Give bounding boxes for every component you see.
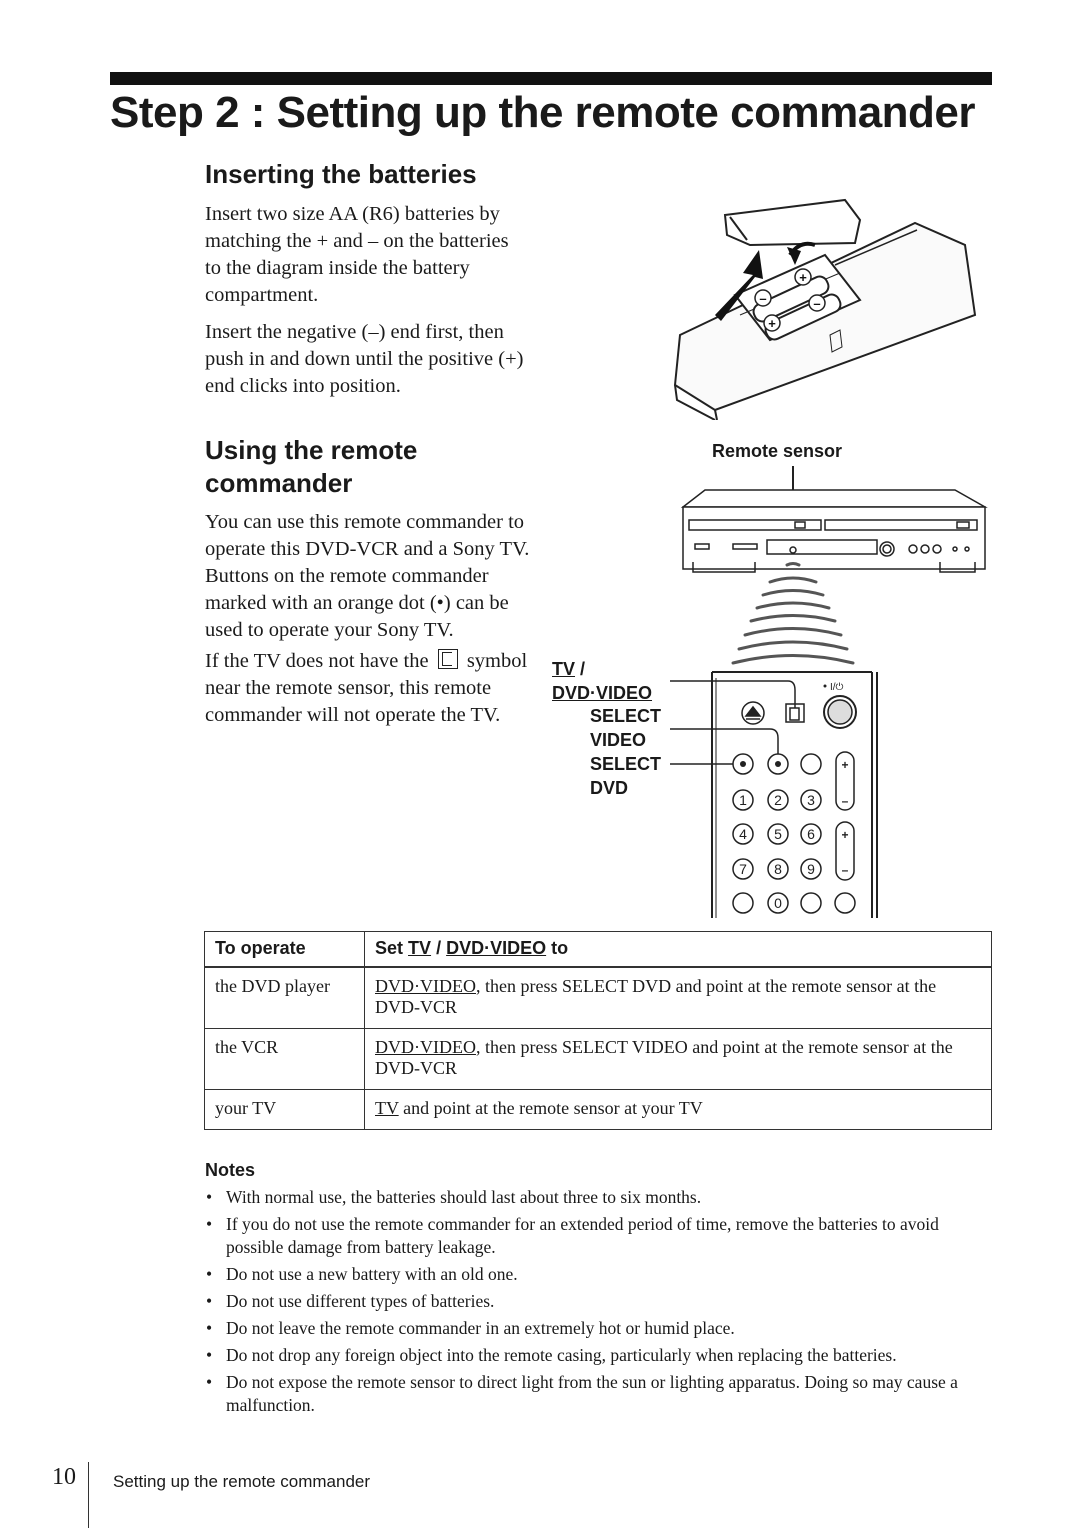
- row-action-rest: and point at the remote sensor at your TV: [398, 1098, 703, 1118]
- header-set: [365, 932, 992, 968]
- svg-text:+: +: [768, 316, 776, 331]
- push-arrow-icon: [787, 247, 801, 265]
- note-item: • With normal use, the batteries should last about three to six months.: [204, 1186, 996, 1209]
- note-item: • Do not expose the remote sensor to direct light from the sun or lighting apparatus. Doing so may cause a malfunction.: [204, 1371, 996, 1417]
- tv-dvd-video-label: [552, 657, 652, 705]
- remote-sensor-label: Remote sensor: [712, 441, 843, 461]
- using-para-2b: symbol near the remote sensor, this remote commander will not operate the TV.: [205, 650, 528, 726]
- operation-table: [204, 931, 992, 1130]
- note-item: • If you do not use the remote commander for an extended period of time, remove the batteries to avoid possible damage from battery leakage.: [204, 1213, 996, 1259]
- tv-label: TV: [552, 659, 576, 679]
- digit-8-button-label: 8: [774, 861, 782, 877]
- digit-6-button-label: 6: [807, 826, 815, 842]
- dvd-vcr-illustration: [675, 462, 990, 672]
- header-tv: TV: [408, 938, 432, 958]
- row-action: [365, 1029, 992, 1090]
- digit-5-button-label: 5: [774, 826, 782, 842]
- row-action-rest: , then press SELECT VIDEO and point at the remote sensor at the DVD-VCR: [375, 1037, 953, 1078]
- using-para-2a: If the TV does not have the: [205, 650, 429, 672]
- header-dvd-video: DVD·VIDEO: [446, 938, 547, 958]
- header-to-word: to: [551, 938, 569, 958]
- header-slash: /: [436, 938, 442, 958]
- row-action: [365, 967, 992, 1029]
- row-action: [365, 1090, 992, 1130]
- using-para-1: You can use this remote commander to operate this DVD-VCR and a Sony TV. Buttons on the remote commander marked with an orange dot (•) can be used to operate your Sony TV.: [205, 511, 530, 641]
- header-to-operate: To operate: [205, 932, 365, 968]
- row-action-lead: TV: [375, 1098, 399, 1118]
- select-dvd-label: [590, 752, 661, 800]
- digit-9-button-label: 9: [807, 861, 815, 877]
- batteries-heading: Inserting the batteries: [205, 159, 477, 189]
- select-video-label: [590, 704, 661, 752]
- remote-sensor-symbol-icon: [438, 649, 458, 669]
- page-number: 10: [52, 1464, 76, 1490]
- row-target: your TV: [205, 1090, 365, 1130]
- table-row: [205, 967, 992, 1029]
- row-action-rest: , then press SELECT DVD and point at the remote sensor at the DVD-VCR: [375, 976, 937, 1017]
- svg-text:+: +: [841, 758, 849, 772]
- using-text: [205, 509, 530, 729]
- table-row: [205, 1029, 992, 1090]
- tv-slash: /: [575, 659, 586, 679]
- remote-commander-illustration: [670, 668, 882, 920]
- svg-text:+: +: [799, 270, 807, 285]
- row-target: the VCR: [205, 1029, 365, 1090]
- digit-0-button-label: 0: [774, 895, 782, 911]
- batteries-para-2: Insert the negative (–) end first, then push in and down until the positive (+) end clicks into position.: [205, 321, 524, 397]
- table-header-row: [205, 932, 992, 968]
- row-action-lead: DVD·VIDEO: [375, 976, 476, 996]
- select-dvd-line-2: DVD: [590, 778, 629, 798]
- digit-1-button-label: 1: [739, 792, 747, 808]
- select-dvd-line-1: SELECT: [590, 754, 662, 774]
- note-item: • Do not leave the remote commander in an extremely hot or humid place.: [204, 1317, 996, 1340]
- digit-3-button-label: 3: [807, 792, 815, 808]
- svg-text:–: –: [759, 291, 767, 306]
- svg-text:–: –: [813, 296, 821, 311]
- svg-text:–: –: [841, 863, 849, 877]
- page-title: Step 2 : Setting up the remote commander: [110, 88, 976, 137]
- notes-list: [204, 1186, 996, 1421]
- dvd-video-label: DVD·VIDEO: [552, 683, 653, 703]
- note-item: • Do not use a new battery with an old one.: [204, 1263, 996, 1286]
- note-item: • Do not use different types of batteries.: [204, 1290, 996, 1313]
- battery-insertion-illustration: [655, 195, 990, 420]
- footer-text: Setting up the remote commander: [113, 1472, 371, 1491]
- select-video-line-1: SELECT: [590, 706, 662, 726]
- batteries-para-1: Insert two size AA (R6) batteries by matching the + and – on the batteries to the diagram inside the battery compartment.: [205, 203, 509, 306]
- row-target: the DVD player: [205, 967, 365, 1029]
- title-rule: [110, 72, 992, 85]
- batteries-text: [205, 201, 527, 400]
- digit-7-button-label: 7: [739, 861, 747, 877]
- digit-2-button-label: 2: [774, 792, 782, 808]
- note-item: • Do not drop any foreign object into the remote casing, particularly when replacing the batteries.: [204, 1344, 996, 1367]
- table-row: [205, 1090, 992, 1130]
- select-video-line-2: VIDEO: [590, 730, 647, 750]
- footer-divider: [88, 1462, 89, 1528]
- using-para-2: [205, 648, 530, 729]
- using-heading: Using the remote commander: [205, 435, 418, 498]
- digit-4-button-label: 4: [739, 826, 747, 842]
- row-action-lead: DVD·VIDEO: [375, 1037, 476, 1057]
- svg-text:–: –: [841, 794, 849, 808]
- power-label: I/⏻: [830, 682, 844, 693]
- header-set-word: Set: [375, 938, 404, 958]
- notes-heading: Notes: [205, 1160, 256, 1180]
- svg-text:+: +: [841, 828, 849, 842]
